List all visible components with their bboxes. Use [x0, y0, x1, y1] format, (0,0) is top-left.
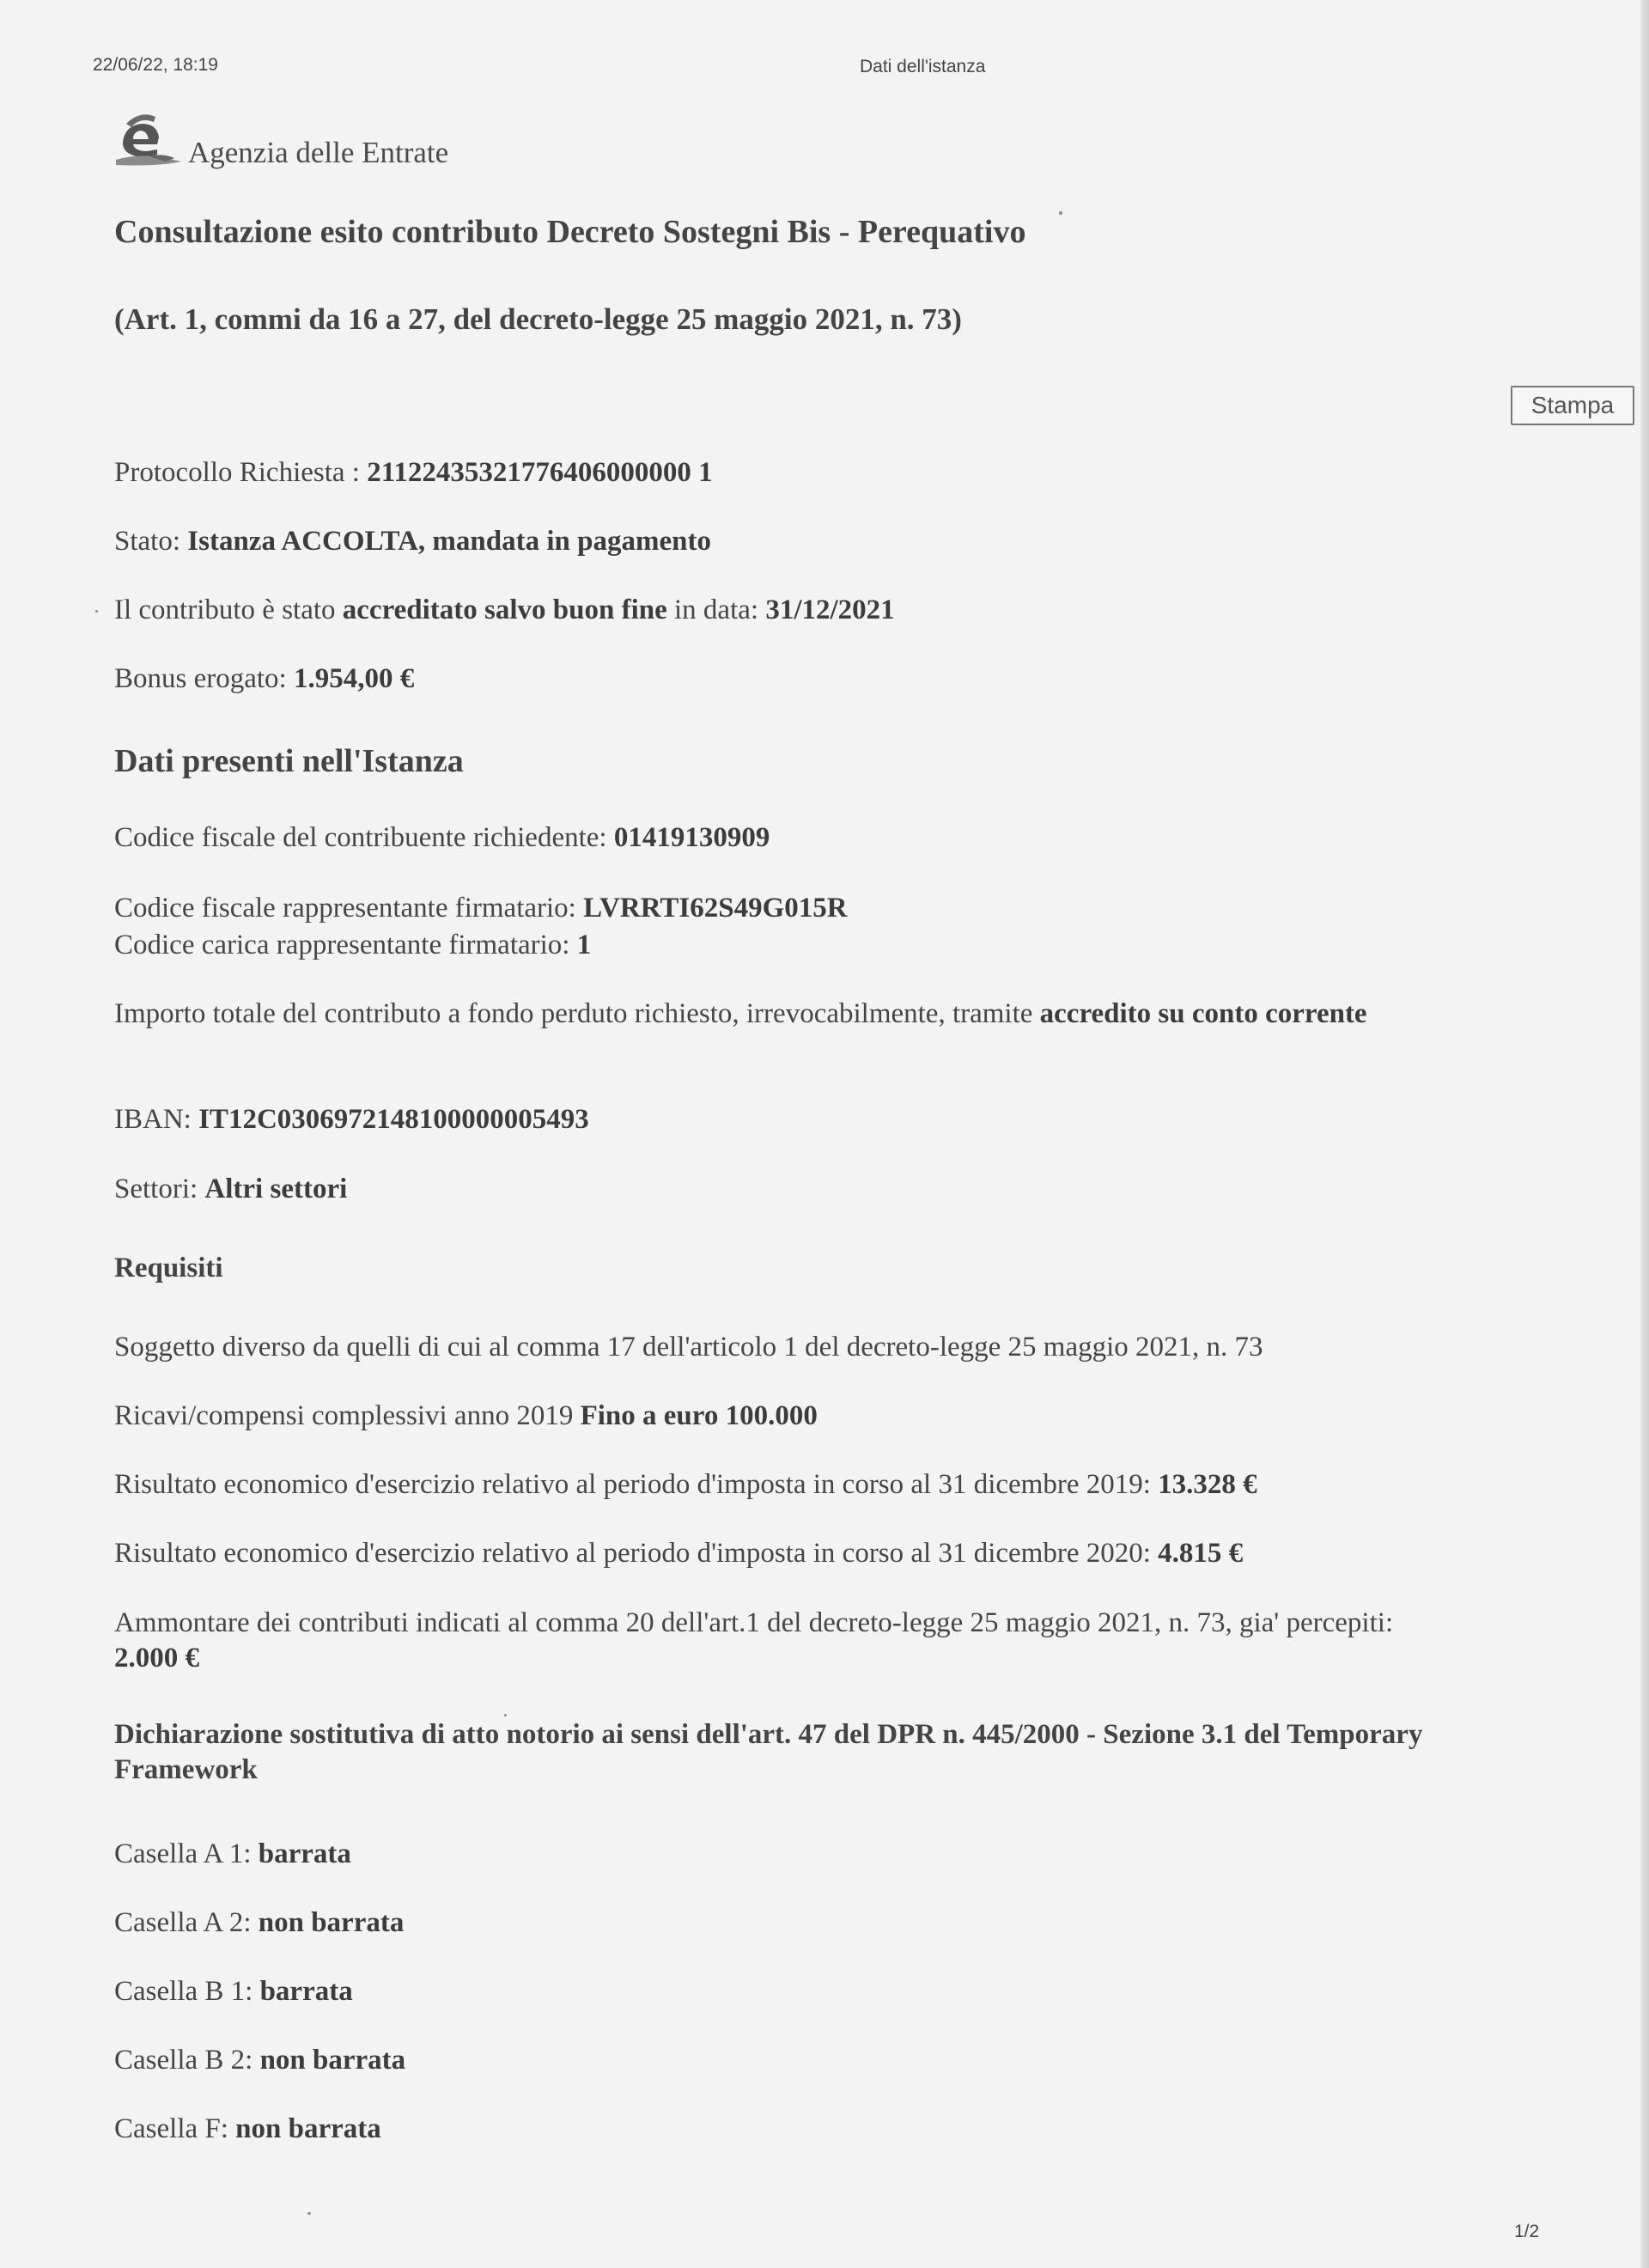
risultato-2020-value: 4.815 €	[1158, 1538, 1244, 1569]
casella-row	[114, 1976, 353, 2008]
casella-value: barrata	[259, 1976, 353, 2007]
settori-value: Altri settori	[204, 1174, 348, 1204]
contributo-text: Il contributo è stato	[114, 594, 343, 625]
scan-speck	[95, 610, 98, 613]
casella-row	[114, 2113, 381, 2145]
risultato-2020-label: Risultato economico d'esercizio relativo al periodo d'imposta in corso al 31 dicembre 2020:	[114, 1538, 1159, 1569]
iban-row	[114, 1104, 589, 1136]
importo-row	[114, 997, 1454, 1032]
protocollo-value: 21122435321776406000000 1	[367, 457, 713, 488]
contributo-date-label: in data:	[666, 594, 766, 625]
ammontare-value: 2.000 €	[114, 1643, 199, 1674]
codice-carica-label: Codice carica rappresentante firmatario:	[114, 930, 577, 960]
casella-label: Casella B 1:	[114, 1976, 260, 2007]
bonus-row	[114, 663, 414, 695]
bonus-label: Bonus erogato:	[114, 663, 294, 694]
agenzia-logo-icon	[114, 107, 183, 172]
protocollo-row	[114, 457, 713, 489]
cf-rappresentante-label: Codice fiscale rappresentante firmatario:	[114, 893, 584, 924]
contributo-row	[114, 594, 895, 626]
scan-edge	[1640, 0, 1649, 2268]
risultato-2020-row	[114, 1538, 1243, 1570]
codice-carica-row	[114, 930, 591, 961]
soggetto-row: Soggetto diverso da quelli di cui al comma 17 dell'articolo 1 del decreto-legge 25 maggio 2021, n. 73	[114, 1332, 1263, 1363]
scan-speck	[1059, 211, 1062, 215]
protocollo-label: Protocollo Richiesta :	[114, 457, 368, 488]
contributo-date: 31/12/2021	[765, 594, 895, 625]
risultato-2019-row	[114, 1469, 1257, 1501]
scan-speck	[504, 1714, 507, 1716]
stato-label: Stato:	[114, 526, 188, 557]
ammontare-row	[114, 1606, 1454, 1676]
iban-value: IT12C0306972148100000005493	[198, 1104, 589, 1135]
print-date: 22/06/22, 18:19	[93, 55, 218, 75]
casella-value: non barrata	[259, 2045, 406, 2076]
importo-text: Importo totale del contributo a fondo perduto richiesto, irrevocabilmente, tramite	[114, 998, 1040, 1029]
print-button[interactable]: Stampa	[1511, 386, 1634, 425]
page-number: 1/2	[1514, 2222, 1540, 2241]
page-subtitle: (Art. 1, commi da 16 a 27, del decreto-legge 25 maggio 2021, n. 73)	[114, 302, 962, 336]
stato-value: Istanza ACCOLTA, mandata in pagamento	[187, 526, 711, 557]
codice-carica-value: 1	[576, 930, 592, 960]
casella-label: Casella F:	[114, 2113, 236, 2144]
requisiti-heading: Requisiti	[114, 1253, 223, 1283]
ricavi-row	[114, 1400, 818, 1432]
ammontare-label: Ammontare dei contributi indicati al comma 20 dell'art.1 del decreto-legge 25 maggio 2021, n. 73, gia' percepiti:	[114, 1607, 1394, 1638]
agency-name: Agenzia delle Entrate	[188, 136, 449, 169]
dichiarazione-heading: Dichiarazione sostitutiva di atto notorio ai sensi dell'art. 47 del DPR n. 445/2000 - Sezione 3.1 del Temporary Framework	[114, 1719, 1423, 1785]
settori-row	[114, 1174, 347, 1205]
casella-value: barrata	[258, 1838, 351, 1869]
casella-label: Casella B 2:	[114, 2045, 260, 2076]
casella-label: Casella A 2:	[114, 1907, 259, 1938]
cf-contribuente-label: Codice fiscale del contribuente richiedente:	[114, 822, 614, 853]
importo-mode: accredito su conto corrente	[1039, 998, 1367, 1029]
stato-row	[114, 526, 711, 558]
ricavi-value: Fino a euro 100.000	[580, 1400, 818, 1431]
iban-label: IBAN:	[114, 1104, 199, 1135]
casella-row	[114, 2045, 405, 2076]
contributo-status: accreditato salvo buon fine	[342, 594, 667, 625]
page-title: Consultazione esito contributo Decreto Sostegni Bis - Perequativo	[114, 214, 1026, 250]
risultato-2019-label: Risultato economico d'esercizio relativo al periodo d'imposta in corso al 31 dicembre 2019:	[114, 1469, 1159, 1500]
agency-logo	[114, 103, 448, 172]
istanza-heading: Dati presenti nell'Istanza	[114, 743, 464, 779]
print-page-title: Dati dell'istanza	[860, 57, 986, 76]
scan-speck	[307, 2212, 311, 2215]
cf-rappresentante-value: LVRRTI62S49G015R	[583, 893, 848, 924]
casella-value: non barrata	[258, 1907, 405, 1938]
casella-label: Casella A 1:	[114, 1838, 259, 1869]
ricavi-label: Ricavi/compensi complessivi anno 2019	[114, 1400, 581, 1431]
casella-value: non barrata	[235, 2113, 381, 2144]
cf-contribuente-row	[114, 822, 770, 854]
casella-row	[114, 1907, 404, 1939]
bonus-value: 1.954,00 €	[293, 663, 415, 694]
casella-row	[114, 1838, 351, 1870]
settori-label: Settori:	[114, 1174, 205, 1204]
risultato-2019-value: 13.328 €	[1158, 1469, 1257, 1500]
cf-contribuente-value: 01419130909	[613, 822, 770, 853]
cf-rappresentante-row	[114, 893, 848, 924]
